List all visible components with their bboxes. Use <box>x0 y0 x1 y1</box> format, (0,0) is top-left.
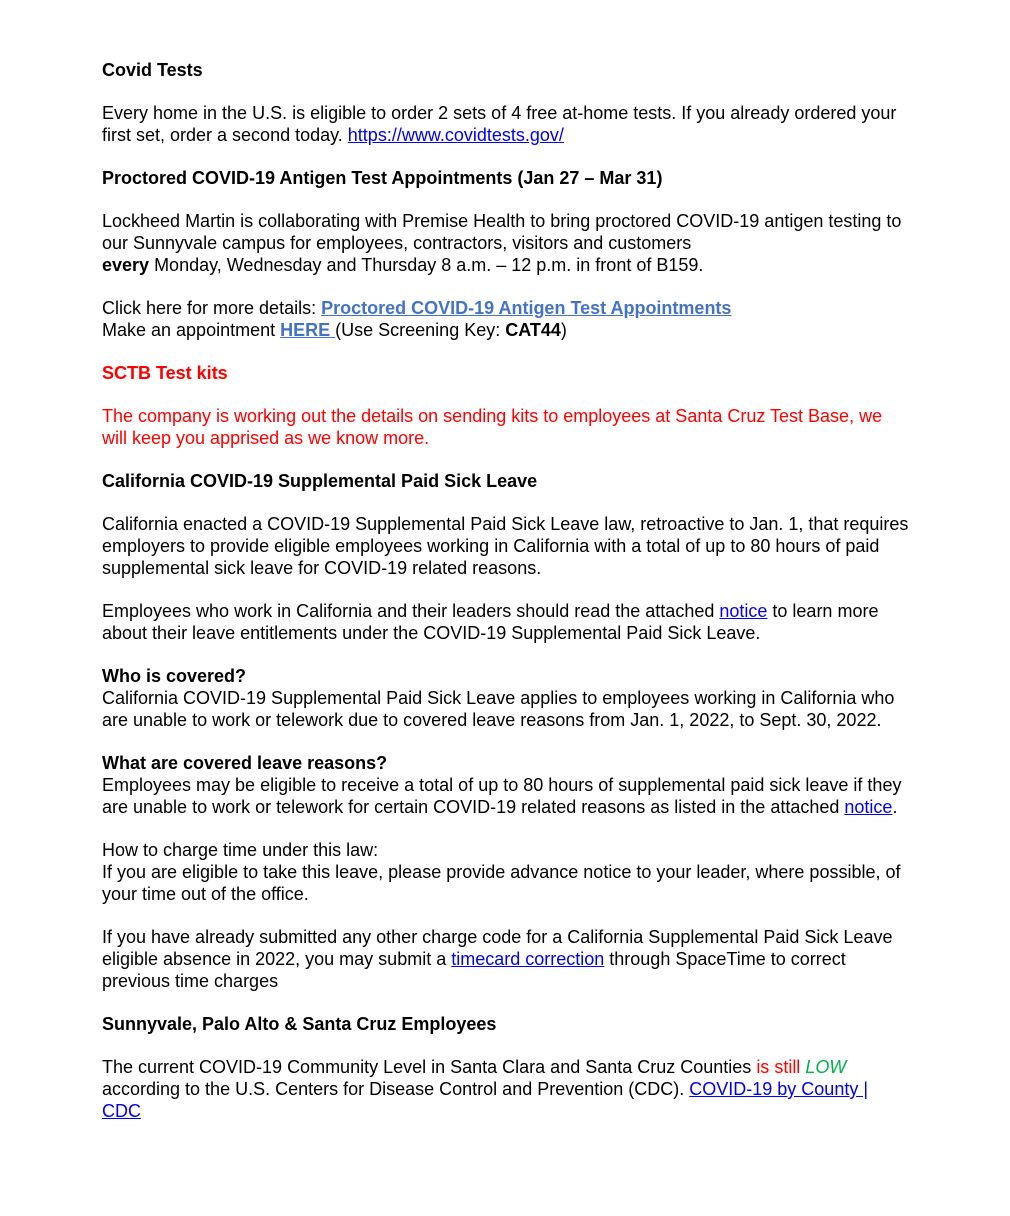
proctored-text-1: Lockheed Martin is collaborating with Premise Health to bring proctored COVID-19 antigen testing to our Sunnyvale campus for employees, contractors, visitors and customers <box>102 211 902 253</box>
proctored-links-paragraph <box>102 297 910 341</box>
appointment-here-link[interactable]: HERE <box>280 320 336 340</box>
spacer <box>102 1035 910 1056</box>
spacer <box>102 189 910 210</box>
appt-prefix: Make an appointment <box>102 320 281 340</box>
ca-leave-heading: California COVID-19 Supplemental Paid Sick Leave <box>102 471 538 491</box>
covidtests-link[interactable]: https://www.covidtests.gov/ <box>347 125 564 145</box>
spacer <box>102 146 910 167</box>
correction-text-suffix: through SpaceTime to correct previous time charges <box>102 949 846 991</box>
covid-tests-paragraph <box>102 102 910 146</box>
ca-leave-text-suffix: to learn more about their leave entitlements under the COVID-19 Supplemental Paid Sick Leave. <box>102 601 879 643</box>
still-text: is still <box>756 1057 806 1077</box>
sunnyvale-heading: Sunnyvale, Palo Alto & Santa Cruz Employees <box>102 1014 497 1034</box>
who-covered-heading: Who is covered? <box>102 666 247 686</box>
spacer <box>102 384 910 405</box>
reasons-paragraph <box>102 774 910 818</box>
correction-paragraph <box>102 926 910 992</box>
notice-link-2[interactable]: notice <box>844 797 893 817</box>
proctored-heading: Proctored COVID-19 Antigen Test Appointments (Jan 27 – Mar 31) <box>102 168 663 188</box>
details-prefix: Click here for more details: <box>102 298 322 318</box>
proctored-details-link[interactable]: Proctored COVID-19 Antigen Test Appointments <box>321 298 732 318</box>
spacer <box>102 905 910 926</box>
spacer <box>102 644 910 665</box>
spacer <box>102 81 910 102</box>
spacer <box>102 579 910 600</box>
cdc-county-link[interactable]: COVID-19 by County | CDC <box>102 1079 869 1121</box>
sunnyvale-text-mid: according to the U.S. Centers for Disease Control and Prevention (CDC). <box>102 1079 690 1099</box>
sctb-paragraph: The company is working out the details on sending kits to employees at Santa Cruz Test Base, we will keep you apprised as we know more. <box>102 406 883 448</box>
spacer <box>102 492 910 513</box>
spacer <box>102 449 910 470</box>
spacer <box>102 992 910 1013</box>
proctored-paragraph <box>102 210 910 276</box>
reasons-text-prefix: Employees may be eligible to receive a total of up to 80 hours of supplemental paid sick leave if they are unable to work or telework for certain COVID-19 related reasons as listed in the attached <box>102 775 902 817</box>
ca-leave-text-prefix: Employees who work in California and their leaders should read the attached <box>102 601 720 621</box>
charge-time-line-1: How to charge time under this law: <box>102 840 379 860</box>
ca-leave-paragraph-1: California enacted a COVID-19 Supplemental Paid Sick Leave law, retroactive to Jan. 1, that requires employers to provide eligible employees working in California with a total of up to 80 hours of paid supplemental sick leave for COVID-19 related reasons. <box>102 514 909 578</box>
proctored-every: every <box>102 255 150 275</box>
covid-tests-text: Every home in the U.S. is eligible to order 2 sets of 4 free at-home tests. If you already ordered your first set, order a second today. <box>102 103 897 145</box>
appt-suffix-pre: (Use Screening Key: <box>335 320 506 340</box>
proctored-text-2: Monday, Wednesday and Thursday 8 a.m. – 12 p.m. in front of B159. <box>149 255 704 275</box>
who-covered-paragraph: California COVID-19 Supplemental Paid Sick Leave applies to employees working in California who are unable to work or telework due to covered leave reasons from Jan. 1, 2022, to Sept. 30, 2022. <box>102 688 895 730</box>
correction-text-prefix: If you have already submitted any other charge code for a California Supplemental Paid Sick Leave eligible absence in 2022, you may submit a <box>102 927 893 969</box>
spacer <box>102 276 910 297</box>
spacer <box>102 731 910 752</box>
document-body <box>102 59 910 1122</box>
charge-time-line-2: If you are eligible to take this leave, please provide advance notice to your leader, where possible, of your time out of the office. <box>102 862 901 904</box>
ca-leave-paragraph-2 <box>102 600 910 644</box>
reasons-heading: What are covered leave reasons? <box>102 753 388 773</box>
spacer <box>102 341 910 362</box>
notice-link[interactable]: notice <box>719 601 768 621</box>
spacer <box>102 818 910 839</box>
sunnyvale-text-prefix: The current COVID-19 Community Level in Santa Clara and Santa Cruz Counties <box>102 1057 757 1077</box>
screening-key: CAT44 <box>505 320 561 340</box>
low-level-text: LOW <box>805 1057 847 1077</box>
sunnyvale-paragraph <box>102 1056 910 1122</box>
reasons-text-suffix: . <box>892 797 898 817</box>
covid-tests-heading: Covid Tests <box>102 60 203 80</box>
appt-suffix-post: ) <box>560 320 567 340</box>
sctb-heading: SCTB Test kits <box>102 363 228 383</box>
timecard-correction-link[interactable]: timecard correction <box>451 949 605 969</box>
